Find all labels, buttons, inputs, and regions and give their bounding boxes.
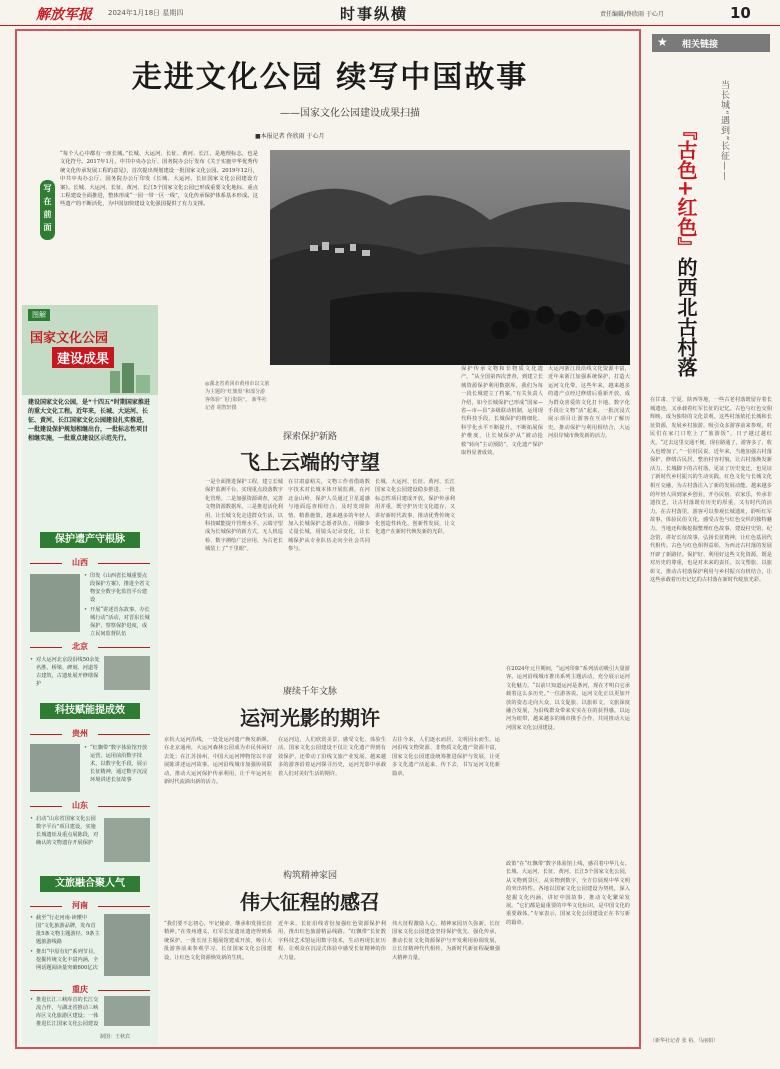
intro-tag-text: 写在前面 (40, 180, 55, 240)
main-subtitle: ——国家文化公园建设成果扫描 (280, 108, 420, 119)
article-3-col-2: 近年来，长征沿线省份加强红色资源保护利用，推出红色旅游精品线路。“红飘带”长征数字科技艺术馆运用数字技术，生动再现长征历程，让观众在沉浸式体验中感受长征精神的伟大力量。 (278, 921, 386, 961)
article-2-col-2: 在运河边，人们欣赏美景、感受文化、体验生活。国家文化公园建设不仅让文化遗产得到有效保护，还带动了沿线文旅产业发展。越来越多的游客沿着运河探寻历史，运河光影中承载着人们对美好生活的期许。 (278, 737, 386, 777)
intro-text: “每个人心中都有一座长城。”长城、大运河、长征、黄河、长江，是地理标志，也是文化符号。2017年1月，中共中央办公厅、国务院办公厅发布《关于实施中华优秀传统文化传承发展工程的意见》，首次提出规划建设一批国家文化公园。2019年12月，中共中央办公厅、国务院办公厅印发《长城、大运河、长征国家文化公园建设方案》。长城、大运河、长征、黄河、长江5个国家文化公园已形成重要文化地标、重点工程建设全面推进，整体形成“一园一带一区一线”，文化传承保护体系基本形成。这些遗产的不断活化，为中国加快建设文化强国提供了有力支撑。 (60, 151, 258, 208)
article-2-col-3: 古往今来，人们逐水而居，文明因水而生。运河沿线文物资源、非物质文化遗产资源丰富，国家文化公园建设统筹推进保护与发展，让更多文化遗产活起来、传下去，书写运河文化新篇章。 (392, 737, 500, 777)
province-shandong: 山东 (62, 800, 98, 811)
sidebar-credit: （新华社记者 张 裕、马丽娟） (650, 1038, 719, 1044)
building-illustration (106, 357, 156, 395)
sidebar-tag-text: 相关链接 (682, 40, 719, 50)
chongqing-photo (104, 996, 150, 1026)
article-1-col-3: 长城、大运河、长征、黄河、长江国家文化公园建设稳步推进，一批标志性项目建成开放。保护传承利用并重，既守护历史文化遗存，又讲好新时代故事，推动优秀传统文化创造性转化、创新性发展，让文化遗产在新时代焕发新的光彩。 (375, 479, 455, 536)
article-2-kicker: 赓续千年文脉 (282, 687, 337, 697)
infographic-header (22, 305, 158, 395)
main-photo (270, 150, 630, 365)
article-3-col-3: 伟大征程激励人心，精神家园历久弥新。长征国家文化公园建设坚持保护优先、强化传承，推动长征文化资源保护与开发利用协调发展，让长征精神代代相传，为新时代新征程凝聚强大精神力量。 (392, 921, 500, 961)
article-2-title: 运河光影的期许 (240, 706, 380, 730)
shanxi-photo (30, 574, 80, 632)
article-1-col-5: 大运河浙江段沿线文化资源丰富，近年来浙江加强系统保护，打造大运河文化带。这些年来，越来越多的遗产点经过修缮后重新开放，成为群众喜爱的文化打卡地。数字化手段让文物“活”起来，一批沉浸式展示项目让游客在互动中了解历史。推动保护与利用相结合，大运河沿岸城市焕发新的活力。 (548, 366, 630, 440)
beijing-item-1: • 对大运河北京段沿线50余处名胜、桥梁、碑刻、河道等古建筑，古遗址展开修缮保护 (30, 656, 100, 692)
intro-tag (40, 180, 54, 268)
byline: ■本报记者 佟欣雨 于心月 (255, 133, 325, 140)
page-number: 10 (730, 4, 751, 22)
henan-item-1: • 截至“行走河南·读懂中国”文化旅游品牌，发布首批5条文物主题游径、9条主题旅游线路 (30, 914, 100, 948)
masthead (0, 0, 780, 26)
henan-item-2: • 推出“中原有好”系列节目，挖掘传统文化丰富内涵，全网话题阅读量突破600亿次 (30, 948, 100, 984)
infographic-tag: 图解 (28, 309, 50, 321)
shanxi-item-1: • 印发《山西省长城重要点段保护方案》，推进全省文物安全数字化监管平台建设 (84, 572, 152, 606)
article-1-kicker: 探索保护新路 (282, 432, 337, 442)
province-henan: 河南 (62, 900, 98, 911)
issue-date: 2024年1月18日 星期四 (108, 9, 184, 17)
article-1-title: 飞上云端的守望 (240, 450, 380, 474)
shandong-item-1: • 启动“山东省国家文化公园数字平台”项目建设，实施长城遗址及重点展陈段，对确认的文物遗存开展保护 (30, 815, 100, 867)
guizhou-photo (30, 744, 80, 792)
sidebar-body: 在甘肃、宁夏、陕西等地，一些古老村落既留存着长城遗迹，又承载着红军长征的记忆。古色与红色交相辉映，成为独特的文化景观。这些村落依托长城和长征资源，发展乡村旅游，吸引众多游客前来参观。村民们在家门口吃上了“旅游饭”，日子越过越红火。“过去这里交通不便，现在路通了，游客多了，收入也增加了。”一位村民说。近年来，当地加强古村落保护，修缮古民居，整治村容村貌，让古村落焕发新活力。长城脚下的古村落，见证了历史变迁，也见证了新时代乡村振兴的生动实践。红色文化与长城文化相互交融，为古村落注入了新的发展动能。越来越多的年轻人回到家乡创业，开办民宿、农家乐，传承非遗技艺，让古村落既有历史的厚重，又有时代的活力。在古村落里，游客可以参观长城遗址，聆听红军故事，体验民俗文化，感受古色与红色交织的独特魅力。当地还积极挖掘整理红色故事，建设村史馆、纪念馆，讲好长征故事，弘扬长征精神，让红色基因代代相传。古色与红色相得益彰，为西北古村落的发展开辟了新路径。保护好、利用好这些文化资源，既是对历史的尊重，也是对未来的责任。以文塑旅、以旅彰文，推动古村落保护利用与乡村振兴有机结合，让这些承载着历史记忆的古村落在新时代绽放光彩。 (650, 397, 772, 584)
sidebar-tag (652, 34, 770, 52)
editors: 责任编辑/佟欣雨 于心月 (600, 11, 664, 18)
henan-photo (104, 914, 150, 976)
sidebar-kicker (718, 80, 731, 181)
infographic-body: 建设国家文化公园，是“十四五”时期国家推进的重大文化工程。近年来，长城、大运河、长征、黄河、长江国家文化公园建设扎实推进，一批建设保护规划相继出台，一批标志性项目相继实施，一批重点建设区示范先行。 (28, 399, 150, 442)
section-tag-3: 文旅融合聚人气 (40, 876, 140, 892)
star-icon: ★ (657, 35, 668, 49)
beijing-photo (104, 656, 150, 690)
article-1-col-1: 一是全面推进保护工程，建立长城保护监测平台，实现重点段落数字化管理。二是加强资源调查，完善文物资源数据库。三是推进活化利用，让长城文化走进群众生活，以科技赋能提升管理水平。云端守望成为长城保护的新方式，无人机巡检、数字测绘广泛应用，为古老长城装上了“千里眼”。 (205, 479, 283, 553)
shandong-photo (104, 818, 150, 862)
province-shanxi: 山西 (62, 557, 98, 568)
guizhou-item-1: • “红飘带”数字体验馆开放运营，运用前沿数字技术，以数字化手段，展示长征精神，通过数字沉浸环境讲述长征故事 (84, 744, 152, 794)
article-2-col-4: 在2024年元旦期间，“运河印象”系列活动吸引大量游客。运河沿线城市推出系列主题活动，充分展示运河文化魅力。“以前只知道运河是条河，现在才明白它承载着这么多历史。”一位游客说。运河文化正以更加开放的姿态走向大众，以文促旅、以旅彰文，文旅深度融合发展，为沿线群众带来实实在在的获得感。以运河为纽带，越来越多的城市携手合作，共同推动大运河国家文化公园建设。 (506, 666, 630, 731)
chongqing-item-1: • 推进长江三峡库首的长江交流合作，与湖北省推动三峡库区文化旅游区建设；一体推进长江国家文化公园建设 (30, 996, 100, 1036)
sidebar-kicker-text: 当长城“遇到”长征—— (719, 80, 729, 182)
article-3-kicker: 构筑精神家园 (282, 871, 337, 881)
sidebar-title (672, 120, 702, 377)
article-1-col-4: 保护传承文物和非物质文化遗产。“从全国第四次普查，到建立长城资源保护利用数据库，我们为每一段长城建立了档案。”有关负责人介绍，如今长城保护已形成“国家—省—市—县”多级联动机制，运用现代科技手段，长城保护的精细化、科学化水平不断提升。不断拓展保护维度，让长城保护从“被动抢救”转向“主动预防”，文化遗产保护取得显著成效。 (461, 366, 543, 457)
article-2-col-1: 京杭大运河沿线，一处处运河遗产焕发新颜。在北京通州，大运河森林公园成为市民休闲好去处；在江苏扬州，中国大运河博物馆以丰富展陈讲述运河故事。运河沿线城市加强协同联动，推动大运河保护传承利用，让千年运河在新时代流淌出新的活力。 (164, 737, 272, 786)
logo: 解放军报 (36, 7, 92, 23)
section-tag-2: 科技赋能提成效 (40, 703, 140, 719)
article-3-title: 伟大征程的感召 (240, 890, 380, 914)
province-beijing: 北京 (62, 641, 98, 652)
article-1-col-2: 在甘肃嘉峪关，文物工作者借助数字技术对长城本体开展监测。在河北金山岭，保护人员通过卫星遥感与地面巡查相结合，及时发现险情、精准施策。越来越多的年轻人加入长城保护志愿者队伍，用脚步丈量长城，用镜头记录变化，让长城保护从专业队伍走向全社会共同参与。 (288, 479, 370, 553)
province-guizhou: 贵州 (62, 728, 98, 739)
photo-caption: ◎湖北省黄冈市黄州市以文旅为主题的“红旗渠”和部分游客体验“飞行影院”。 新华社记者 胡智轩摄 (205, 381, 270, 411)
article-3-col-1: “我们要不忘初心，牢记使命，继承和发扬长征精神。”在贵州遵义，红军长征遗址遗迹得到系统保护，一批长征主题展馆建成开放，吸引大批游客前来参观学习。长征国家文化公园建设，让红色文化资源焕发新的生机。 (164, 921, 272, 961)
main-title: 走进文化公园 续写中国故事 (131, 60, 529, 95)
section-tag-1: 保护遗产守根脉 (40, 532, 140, 548)
shanxi-item-2: • 开展“讲述晋东故事、办长城行动”活动，对晋东长城保护、察察保护进度，成立民间监督队伍 (84, 606, 152, 640)
infographic-title-1: 国家文化公园 (30, 331, 109, 346)
sidebar-title-b: 的西北古村落 (674, 256, 698, 377)
infographic-title-2: 建设成果 (52, 347, 114, 368)
province-chongqing: 重庆 (62, 984, 98, 995)
sidebar-title-a: 『古色+红色』 (674, 120, 698, 257)
article-3-col-4: 政策”在“红飘带”数字体验馆上线，感召着中华儿女。长城、大运河、长征、黄河、长江5个国家文化公园，从文物到景区，从实物到数字，全方位展现中华文明的突出特性。各地以国家文化公园建设为契机，深入挖掘文化内涵，讲好中国故事，推动文化繁荣发展。“它们都是最重要的中华文化标识，是中国文化的重要载体。”专家表示，国家文化公园建设正在书写新的篇章。 (506, 861, 630, 926)
section-name: 时事纵横 (340, 5, 409, 23)
infographic-credit: 制图：王秋宾 (100, 1034, 131, 1040)
